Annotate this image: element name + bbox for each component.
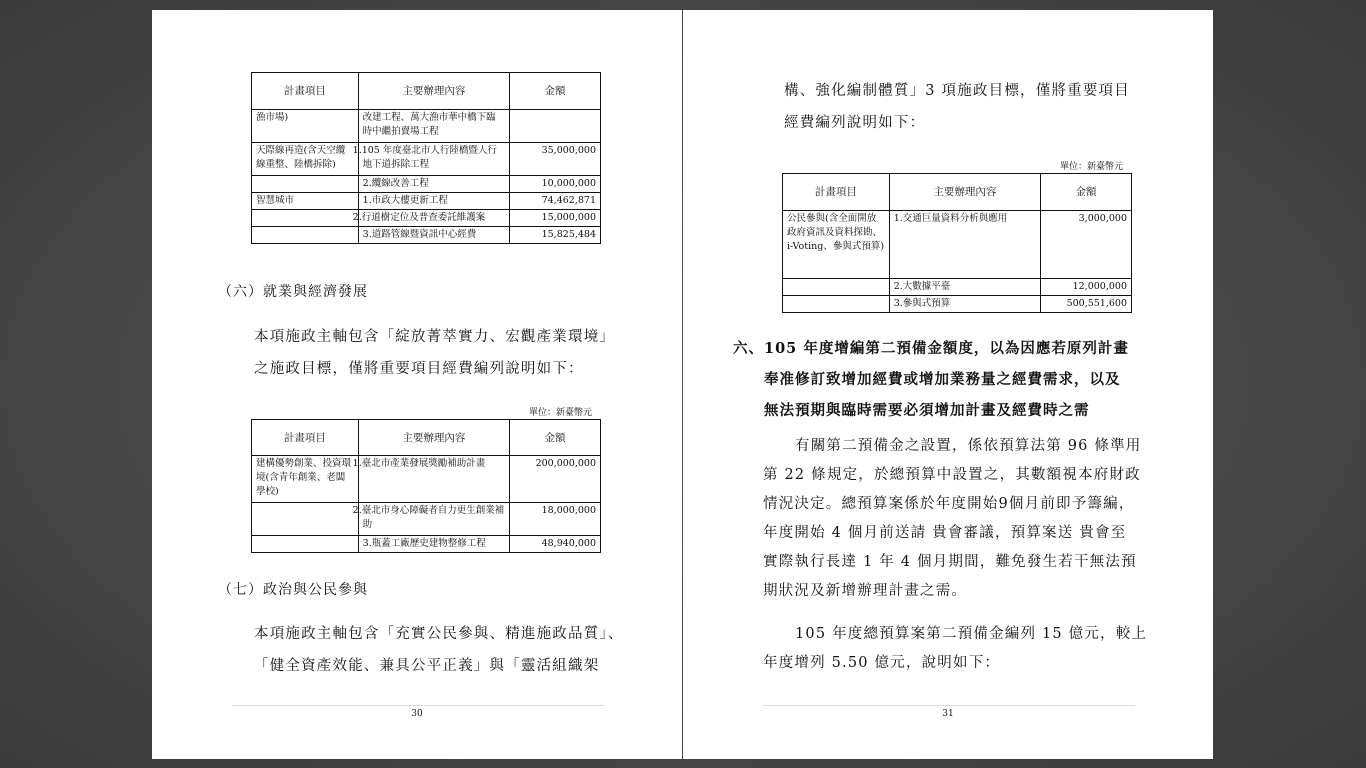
content-cell: 1.臺北市產業發展獎勵補助計畫: [358, 456, 509, 503]
column-header: 金額: [510, 420, 601, 456]
table-header-row: [252, 73, 601, 110]
table-row: [783, 279, 1132, 296]
content-cell: 3.參與式預算: [889, 296, 1040, 313]
amount-cell: 48,940,000: [510, 536, 601, 553]
page-number: 31: [942, 709, 954, 719]
document-page-right: [683, 10, 1213, 759]
table-header-row: [783, 174, 1132, 211]
column-header: 計畫項目: [252, 420, 359, 456]
heading-line: 奉准修訂致增加經費或增加業務量之經費需求，以及: [764, 371, 1121, 388]
item-cell: [252, 176, 359, 193]
paragraph-line: 本項施政主軸包含「綻放菁萃實力、宏觀產業環境」: [254, 329, 616, 345]
amount-cell: 74,462,871: [510, 193, 601, 210]
table-row: [252, 536, 601, 553]
heading-line: 六、105 年度增編第二預備金額度，以為因應若原列計畫: [733, 340, 1129, 357]
table-row: [252, 456, 601, 503]
item-cell: [252, 536, 359, 553]
column-header: 金額: [1041, 174, 1132, 211]
section-paragraph-politics: [254, 618, 624, 682]
footer-divider: [232, 705, 604, 706]
page-number: 30: [411, 709, 423, 719]
paragraph-line: 實際執行長達 1 年 4 個月期間，難免發生若干無法預: [763, 554, 1137, 570]
content-cell: 1.市政大樓更新工程: [358, 193, 509, 210]
paragraph-line: 期狀況及新增辦理計畫之需。: [763, 583, 968, 599]
table-row: [783, 296, 1132, 313]
amount-cell: 10,000,000: [510, 176, 601, 193]
content-cell: 2.行道樹定位及普查委託維護案: [358, 210, 509, 227]
amount-cell: 500,551,600: [1041, 296, 1132, 313]
paragraph-line: 有關第二預備金之設置，係依預算法第 96 條準用: [795, 438, 1142, 454]
content-cell: 改建工程、萬大漁市華中橋下臨時中繼拍賣場工程: [358, 110, 509, 143]
paragraph-line: 「健全資產效能、兼具公平正義」與「靈活組織架: [254, 658, 600, 674]
item-cell: 建構優勢創業、投資環境(含青年創業、老闆學校): [252, 456, 359, 503]
item-cell: [252, 210, 359, 227]
item-cell: 公民參與(含全面開放政府資訊及資料探勘、i-Voting、參與式預算): [783, 211, 890, 279]
section-heading-politics: （七）政治與公民參與: [218, 582, 368, 598]
document-page-left: [152, 10, 682, 759]
column-header: 計畫項目: [783, 174, 890, 211]
content-cell: 2.纜線改善工程: [358, 176, 509, 193]
item-cell: 天際線再造(含天空纜線重整、陸橋拆除): [252, 143, 359, 176]
amount-cell: 15,825,484: [510, 227, 601, 244]
content-cell: 3.瓶蓋工廠歷史建物整修工程: [358, 536, 509, 553]
amount-cell: 18,000,000: [510, 503, 601, 536]
item-cell: [252, 227, 359, 244]
column-header: 主要辦理內容: [358, 73, 509, 110]
content-cell: 1.交通巨量資料分析與應用: [889, 211, 1040, 279]
reserve-fund-paragraph-2: [763, 620, 1147, 678]
paragraph-line: 年度開始 4 個月前送請 貴會審議，預算案送 貴會至: [763, 525, 1127, 541]
table-row: [252, 143, 601, 176]
paragraph-line: 構、強化編制體質」3 項施政目標，僅將重要項目: [784, 83, 1130, 99]
column-header: 金額: [510, 73, 601, 110]
amount-cell: 35,000,000: [510, 143, 601, 176]
amount-cell: [510, 110, 601, 143]
paragraph-line: 第 22 條規定，於總預算中設置之，其數額視本府財政: [763, 467, 1141, 483]
budget-table-3: [782, 173, 1132, 313]
budget-table-2: [251, 419, 601, 553]
table-row: [252, 193, 601, 210]
heading-line: 無法預期與臨時需要必須增加計畫及經費時之需: [764, 402, 1090, 419]
unit-label: 單位：新臺幣元: [1060, 162, 1124, 172]
item-cell: 智慧城市: [252, 193, 359, 210]
column-header: 計畫項目: [252, 73, 359, 110]
section-paragraph-employment: [254, 321, 615, 385]
paragraph-line: 本項施政主軸包含「充實公民參與、精進施政品質」、: [254, 626, 624, 642]
amount-cell: 15,000,000: [510, 210, 601, 227]
paragraph-line: 經費編列說明如下：: [784, 115, 926, 131]
amount-cell: 3,000,000: [1041, 211, 1132, 279]
content-cell: 1.105 年度臺北市人行陸橋暨人行地下道拆除工程: [358, 143, 509, 176]
content-cell: 2.大數據平臺: [889, 279, 1040, 296]
continued-paragraph: [784, 75, 1130, 139]
section-heading-reserve-fund: [733, 333, 1129, 426]
table-header-row: [252, 420, 601, 456]
content-cell: 2.臺北市身心障礙者自力更生創業補助: [358, 503, 509, 536]
column-header: 主要辦理內容: [889, 174, 1040, 211]
table-row: [252, 176, 601, 193]
table-row: [252, 227, 601, 244]
item-cell: [252, 503, 359, 536]
amount-cell: 200,000,000: [510, 456, 601, 503]
section-heading-employment: （六）就業與經濟發展: [218, 284, 368, 300]
table-row: [783, 211, 1132, 279]
table-row: [252, 110, 601, 143]
paragraph-line: 之施政目標，僅將重要項目經費編列說明如下：: [254, 361, 584, 377]
unit-label: 單位：新臺幣元: [529, 408, 593, 418]
content-cell: 3.道路管線暨資訊中心經費: [358, 227, 509, 244]
table-row: [252, 503, 601, 536]
footer-divider: [763, 705, 1135, 706]
item-cell: 漁市場): [252, 110, 359, 143]
budget-table-1: [251, 72, 601, 244]
amount-cell: 12,000,000: [1041, 279, 1132, 296]
item-cell: [783, 296, 890, 313]
paragraph-line: 情況決定。總預算案係於年度開始9個月前即予籌編，: [763, 496, 1135, 512]
paragraph-line: 年度增列 5.50 億元，說明如下：: [763, 655, 1001, 671]
reserve-fund-paragraph-1: [763, 432, 1141, 606]
item-cell: [783, 279, 890, 296]
column-header: 主要辦理內容: [358, 420, 509, 456]
table-row: [252, 210, 601, 227]
paragraph-line: 105 年度總預算案第二預備金編列 15 億元，較上: [795, 626, 1148, 642]
